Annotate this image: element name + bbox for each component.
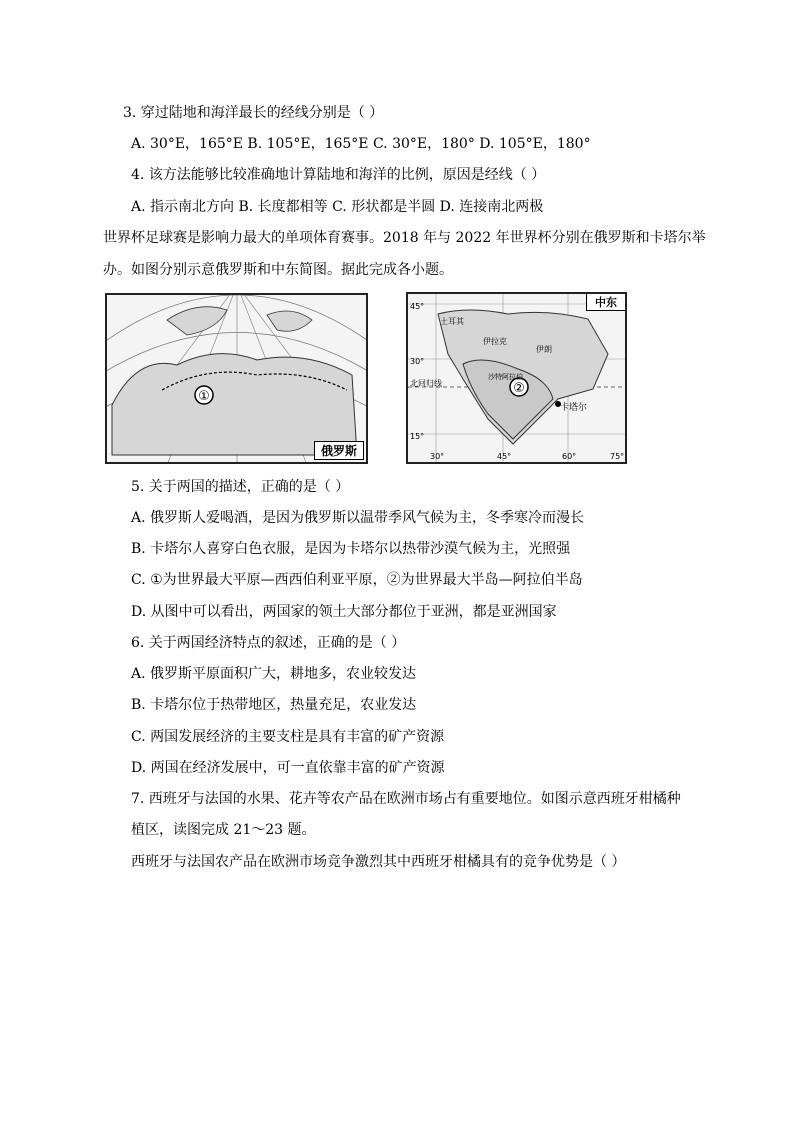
q6-stem: 6. 关于两国经济特点的叙述，正确的是（ ） (131, 635, 406, 651)
q3-options: A. 30°E，165°E B. 105°E，165°E C. 30°E，180° D. 105°E，180° (131, 136, 591, 152)
q4-stem: 4. 该方法能够比较准确地计算陆地和海洋的比例，原因是经线（ ） (131, 167, 546, 183)
russia-marker: ① (198, 389, 210, 404)
russia-map-graphic (107, 295, 366, 462)
label-turkey: 土耳其 (440, 317, 464, 326)
q6-option-c: C. 两国发展经济的主要支柱是具有丰富的矿产资源 (131, 729, 445, 745)
q5-option-b: B. 卡塔尔人喜穿白色衣服，是因为卡塔尔以热带沙漠气候为主，光照强 (131, 541, 571, 557)
lat-30: 30° (410, 357, 425, 366)
lat-15: 15° (410, 432, 425, 441)
q6-option-a: A. 俄罗斯平原面积广大，耕地多，农业较发达 (131, 666, 417, 682)
mideast-marker: ② (513, 381, 525, 396)
q7-sub-question: 西班牙与法国农产品在欧洲市场竞争激烈其中西班牙柑橘具有的竞争优势是（ ） (131, 854, 626, 870)
label-saudi: 沙特阿拉伯 (488, 373, 523, 381)
label-n-return: 北回归线 (410, 379, 442, 388)
mideast-map-graphic (408, 294, 625, 462)
q6-option-d: D. 两国在经济发展中，可一直依靠丰富的矿产资源 (131, 760, 445, 776)
lon-75: 75° (610, 452, 625, 461)
russia-map-title: 俄罗斯 (314, 441, 364, 460)
lon-45: 45° (497, 452, 512, 461)
q5-option-c: C. ①为世界最大平原—西西伯利亚平原，②为世界最大半岛—阿拉伯半岛 (131, 572, 583, 588)
label-iran: 伊朗 (536, 345, 552, 354)
q4-options: A. 指示南北方向 B. 长度都相等 C. 形状都是半圆 D. 连接南北两极 (131, 199, 544, 215)
q3-stem: 3. 穿过陆地和海洋最长的经线分别是（ ） (123, 105, 384, 121)
mideast-map (406, 292, 627, 464)
q7-stem-line-2: 植区，读图完成 21～23 题。 (131, 822, 316, 838)
q7-stem-line-1: 7. 西班牙与法国的水果、花卉等农产品在欧洲市场占有重要地位。如图示意西班牙柑橘种 (131, 791, 681, 807)
mideast-map-title: 中东 (586, 294, 625, 311)
lon-60: 60° (562, 452, 577, 461)
intro-line-1: 世界杯足球赛是影响力最大的单项体育赛事。2018 年与 2022 年世界杯分别在俄罗斯和卡塔尔举 (103, 230, 706, 246)
q5-option-d: D. 从图中可以看出，两国家的领土大部分都位于亚洲，都是亚洲国家 (131, 604, 557, 620)
intro-line-2: 办。如图分别示意俄罗斯和中东简图。据此完成各小题。 (103, 262, 453, 278)
label-iraq: 伊拉克 (483, 337, 507, 346)
russia-map (105, 293, 368, 464)
label-qatar: 卡塔尔 (560, 403, 588, 413)
lon-30: 30° (430, 452, 445, 461)
q5-stem: 5. 关于两国的描述，正确的是（ ） (131, 479, 350, 495)
q6-option-b: B. 卡塔尔位于热带地区，热量充足，农业发达 (131, 697, 417, 713)
lat-45: 45° (410, 302, 425, 311)
q5-option-a: A. 俄罗斯人爱喝酒，是因为俄罗斯以温带季风气候为主，冬季寒冷而漫长 (131, 510, 585, 526)
